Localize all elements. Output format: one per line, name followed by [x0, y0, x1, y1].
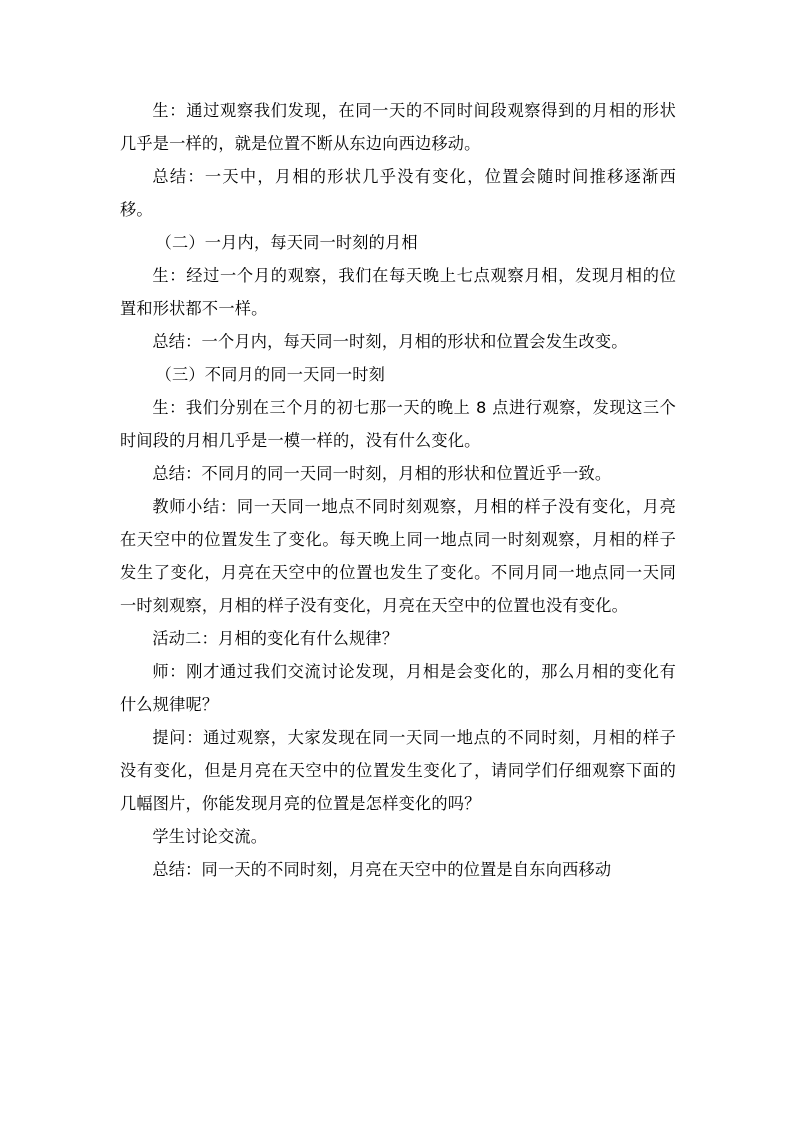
paragraph-student-observation-month: 生：经过一个月的观察，我们在每天晚上七点观察月相，发现月相的位置和形状都不一样。	[120, 266, 676, 318]
document-body	[120, 94, 676, 886]
section-heading-within-month: （二）一月内，每天同一时刻的月相	[155, 233, 418, 252]
paragraph-teacher-summary: 教师小结：同一天同一地点不同时刻观察，月相的样子没有变化，月亮在天空中的位置发生了变化。每天晚上同一地点同一时刻观察，月相的样子发生了变化，月亮在天空中的位置也发生了变化。不同月同一地点同一天同一时刻观察，月相的样子没有变化，月亮在天空中的位置也没有变化。	[120, 497, 676, 615]
paragraph-student-observation-months: 生：我们分别在三个月的初七那一天的晚上 8 点进行观察，发现这三个时间段的月相几乎是一模一样的，没有什么变化。	[120, 398, 676, 450]
paragraph-summary-one-day: 总结：一天中，月相的形状几乎没有变化，位置会随时间推移逐渐西移。	[120, 167, 676, 219]
section-heading-different-months: （三）不同月的同一天同一时刻	[155, 365, 386, 384]
paragraph-student-discussion: 学生讨论交流。	[152, 827, 268, 846]
paragraph-student-observation-same-day: 生：通过观察我们发现，在同一天的不同时间段观察得到的月相的形状几乎是一样的，就是位置不断从东边向西边移动。	[120, 101, 676, 153]
paragraph-final-summary: 总结：同一天的不同时刻，月亮在天空中的位置是自东向西移动	[152, 860, 612, 879]
paragraph-summary-one-month: 总结：一个月内，每天同一时刻，月相的形状和位置会发生改变。	[152, 332, 628, 351]
activity-two-heading: 活动二：月相的变化有什么规律？	[152, 629, 399, 648]
paragraph-teacher-question: 师：刚才通过我们交流讨论发现，月相是会变化的，那么月相的变化有什么规律呢？	[120, 662, 676, 714]
paragraph-prompt: 提问：通过观察，大家发现在同一天同一地点的不同时刻，月相的样子没有变化，但是月亮在天空中的位置发生变化了，请同学们仔细观察下面的几幅图片，你能发现月亮的位置是怎样变化的吗？	[120, 728, 676, 813]
paragraph-summary-different-months: 总结：不同月的同一天同一时刻，月相的形状和位置近乎一致。	[152, 464, 612, 483]
